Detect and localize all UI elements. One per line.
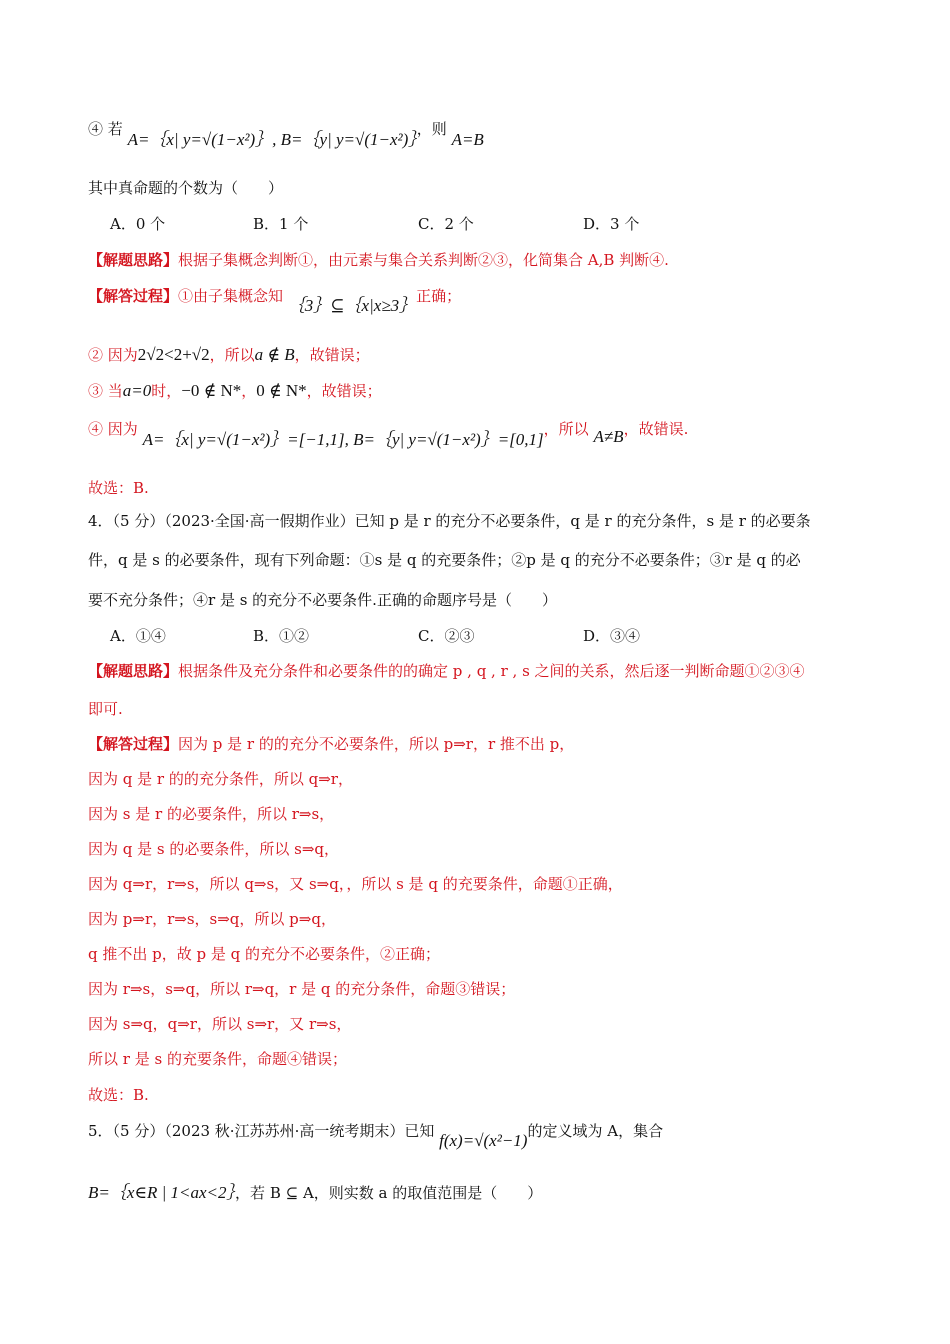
q4-step-2: 因为 q 是 r 的的充分条件，所以 q⇒r， — [88, 770, 353, 788]
q3-process-line3 — [88, 380, 382, 402]
q3-option-b: B．1 个 — [253, 215, 309, 233]
q5-line1-text: 5．（5 分）（2023 秋·江苏苏州·高一统考期末）已知 — [88, 1122, 435, 1140]
q4-process-tag: 【解答过程】 — [88, 735, 179, 753]
q3-line4-mid: ，所以 — [543, 420, 589, 438]
q3-process-line2 — [88, 344, 370, 366]
q3-line3-end: ，故错误； — [306, 382, 382, 400]
q4-step-9: 因为 s⇒q，q⇒r，所以 s⇒r，又 r⇒s， — [88, 1015, 352, 1033]
q4-thought-line2: 即可. — [88, 700, 123, 718]
q3-process-line1-formula: ｛3｝⊆｛x|x≥3｝ — [287, 296, 417, 315]
q3-line3-sep: ， — [241, 382, 257, 400]
q3-line2-mid: ，所以 — [209, 346, 255, 364]
q5-line1-formula: f(x)=√(x²−1) — [439, 1131, 528, 1150]
q4-process-line1 — [88, 733, 574, 755]
q3-thought-tag: 【解题思路】 — [88, 251, 179, 269]
q3-thought-text: 根据子集概念判断①，由元素与集合关系判断②③，化简集合 A,B 判断④. — [178, 251, 669, 269]
q4-thought-tag: 【解题思路】 — [88, 662, 179, 680]
q3-line4-formula2: A≠B — [593, 427, 624, 446]
q3-process-line1-end: 正确； — [416, 287, 462, 305]
q3-line2-formula: 2√2<2+√2 — [137, 345, 210, 364]
item-4-comma: ，则 — [416, 120, 447, 138]
q3-line3-formula: a=0 — [122, 381, 152, 400]
q4-line1: 4．（5 分）（2023·全国·高一假期作业）已知 p 是 r 的充分不必要条件，q 是 r 的充分条件，s 是 r 的必要条 — [88, 512, 811, 530]
q4-option-c: C．②③ — [418, 627, 475, 645]
q3-process-line1-text: ①由子集概念知 — [178, 287, 284, 305]
q3-process-tag: 【解答过程】 — [88, 287, 179, 305]
q4-step-6: 因为 p⇒r，r⇒s，s⇒q，所以 p⇒q， — [88, 910, 336, 928]
q3-line3-prefix: ③ 当 — [88, 382, 123, 400]
q4-thought-text: 根据条件及充分条件和必要条件的的确定 p , q , r , s 之间的关系，然后逐一判断命题①②③④ — [178, 662, 805, 680]
q4-step-5: 因为 q⇒r，r⇒s，所以 q⇒s，又 s⇒q，，所以 s 是 q 的充要条件，命题①正确， — [88, 875, 623, 893]
q4-step-8: 因为 r⇒s，s⇒q，所以 r⇒q，r 是 q 的充分条件，命题③错误； — [88, 980, 516, 998]
q4-thought — [88, 660, 805, 682]
q5-line1-end: 的定义域为 A，集合 — [527, 1122, 664, 1140]
q3-thought — [88, 249, 669, 271]
q5-line2-formula: B=｛x∈R | 1<ax<2｝ — [88, 1183, 236, 1202]
q4-line3: 要不充分条件；④r 是 s 的充分不必要条件.正确的命题序号是（ ） — [88, 591, 557, 609]
q3-line4-prefix: ④ 因为 — [88, 420, 138, 438]
item-4-conclusion: A=B — [451, 130, 484, 149]
q3-line3-mid: 时， — [151, 382, 182, 400]
q3-process-line4 — [88, 418, 689, 449]
q3-line4-formula: A=｛x| y=√(1−x²)｝=[−1,1], B=｛y| y=√(1−x²)｝=[0,1] — [142, 430, 544, 449]
q3-process-line1 — [88, 285, 462, 315]
q5-line2-text: ，若 B ⊆ A，则实数 a 的取值范围是（ ） — [235, 1184, 543, 1202]
item-4-formula: A=｛x| y=√(1−x²)｝, B=｛y| y=√(1−x²)｝ — [127, 130, 417, 149]
q4-line2: 件，q 是 s 的必要条件，现有下列命题：①s 是 q 的充要条件；②p 是 q 的充分不必要条件；③r 是 q 的必 — [88, 551, 801, 569]
q4-step-4: 因为 q 是 s 的必要条件，所以 s⇒q， — [88, 840, 340, 858]
q3-line3-formula3: 0 ∉ N* — [256, 381, 307, 400]
q3-option-d: D．3 个 — [583, 215, 640, 233]
question-tail: 其中真命题的个数为（ ） — [88, 179, 284, 197]
item-4-line — [88, 118, 484, 149]
q3-option-c: C．2 个 — [418, 215, 474, 233]
q5-line1 — [88, 1120, 664, 1150]
item-4-prefix: ④ 若 — [88, 120, 123, 138]
q5-line2 — [88, 1182, 542, 1204]
q3-line3-formula2: −0 ∉ N* — [181, 381, 242, 400]
q3-answer: 故选：B. — [88, 479, 149, 497]
q4-answer: 故选：B. — [88, 1086, 149, 1104]
q3-option-a: A．0 个 — [110, 215, 166, 233]
q3-line2-end: ，故错误； — [294, 346, 370, 364]
q4-option-b: B．①② — [253, 627, 310, 645]
q3-line2-prefix: ② 因为 — [88, 346, 138, 364]
q4-step-7: q 推不出 p，故 p 是 q 的充分不必要条件，②正确； — [88, 945, 441, 963]
q4-step-1: 因为 p 是 r 的的充分不必要条件，所以 p⇒r，r 推不出 p， — [178, 735, 575, 753]
q3-line4-end: ，故错误. — [623, 420, 689, 438]
q4-step-10: 所以 r 是 s 的充要条件，命题④错误； — [88, 1050, 347, 1068]
q4-option-d: D．③④ — [583, 627, 641, 645]
q4-step-3: 因为 s 是 r 的必要条件，所以 r⇒s， — [88, 805, 335, 823]
q3-line2-formula2: a ∉ B — [254, 345, 295, 364]
q4-option-a: A．①④ — [110, 627, 166, 645]
